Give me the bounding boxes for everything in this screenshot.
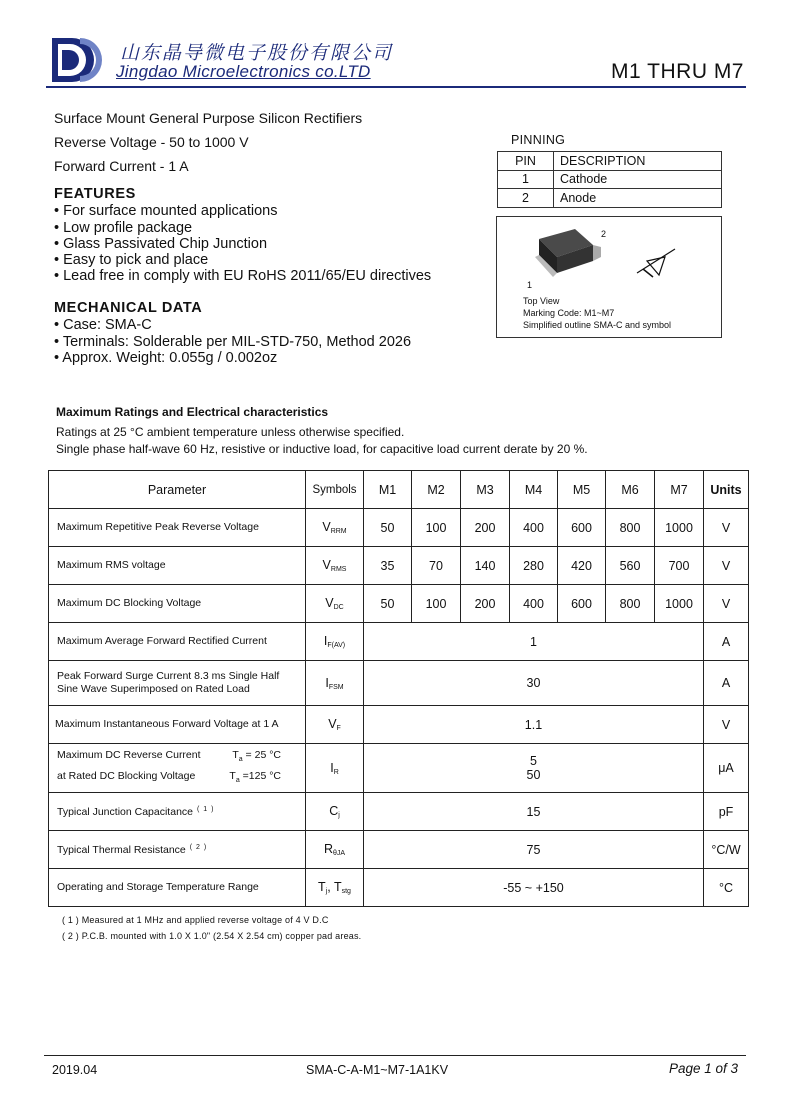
pin-description: Anode (554, 189, 722, 208)
unit-cell: A (704, 623, 749, 661)
footnote: ( 1 ) Measured at 1 MHz and applied reverse voltage of 4 V D.C (62, 915, 329, 925)
symbol-cell: $I_{FSM}$ (306, 661, 364, 706)
product-summary (54, 106, 362, 178)
unit-cell: °C/W (704, 831, 749, 869)
package-outline-box (496, 216, 722, 338)
mechanical-item: • Case: SMA-C (54, 317, 152, 334)
symbol-cell: $T_j$, $T_{stg}$ (306, 869, 364, 907)
footer-divider (44, 1055, 746, 1056)
company-logo-icon (50, 36, 102, 84)
parameter-name: Typical Junction Capacitance $^{( 1 )}$ (49, 793, 306, 831)
parameter-name: Peak Forward Surge Current 8.3 ms Single Half Sine Wave Superimposed on Rated Load (49, 661, 306, 706)
parameter-name: Maximum Repetitive Peak Reverse Voltage (49, 509, 306, 547)
value-cell: 35 (364, 547, 412, 585)
table-row (49, 661, 749, 706)
table-row (49, 869, 749, 907)
mechanical-section (54, 300, 411, 366)
package-pin1-label: 1 (527, 280, 533, 290)
mechanical-item: • Approx. Weight: 0.055g / 0.002oz (54, 349, 278, 366)
mechanical-item: • Terminals: Solderable per MIL-STD-750, Method 2026 (54, 333, 412, 350)
value-cell: 70 (412, 547, 461, 585)
value-cell: 15 (364, 793, 704, 831)
feature-item: • Easy to pick and place (54, 252, 209, 269)
mechanical-heading: MECHANICAL DATA (54, 300, 203, 316)
table-row (498, 189, 722, 208)
header-divider (46, 86, 746, 88)
model-header: M1 (364, 471, 412, 509)
units-header: Units (704, 471, 749, 509)
model-header: M2 (412, 471, 461, 509)
footer-document-code: SMA-C-A-M1~M7-1A1KV (306, 1063, 449, 1077)
symbol-cell: $C_j$ (306, 793, 364, 831)
table-row (49, 585, 749, 623)
parameter-name: Maximum DC Reverse Current $T_a = 25$ °C at Rated DC Blocking Voltage $T_a =125$ °C (49, 744, 306, 793)
model-header: M4 (510, 471, 558, 509)
feature-item: • For surface mounted applications (54, 203, 278, 220)
table-row (49, 793, 749, 831)
table-row (49, 623, 749, 661)
ratings-title: Maximum Ratings and Electrical characteristics (56, 405, 329, 419)
top-view-caption: Top View (523, 296, 560, 306)
description-header: DESCRIPTION (554, 152, 722, 171)
parameter-name: Typical Thermal Resistance $^{( 2 )}$ (49, 831, 306, 869)
value-cell: 560 (606, 547, 655, 585)
footer-date: 2019.04 (52, 1063, 98, 1077)
ratings-note: Single phase half-wave 60 Hz, resistive or inductive load, for capacitive load current derate by 20 %. (56, 442, 588, 456)
value-cell: 140 (461, 547, 510, 585)
value-cell: 50 (364, 585, 412, 623)
forward-current-summary: Forward Current - 1 A (54, 158, 189, 174)
marking-code-caption: Marking Code: M1~M7 (523, 308, 615, 318)
value-cell: 100 (412, 509, 461, 547)
value-cell: 420 (558, 547, 606, 585)
reverse-voltage-summary: Reverse Voltage - 50 to 1000 V (54, 134, 249, 150)
symbol-cell: $V_{RRM}$ (306, 509, 364, 547)
unit-cell: V (704, 509, 749, 547)
value-cell: 1.1 (364, 706, 704, 744)
value-cell: 1000 (655, 509, 704, 547)
symbol-cell: $I_R$ (306, 744, 364, 793)
model-header: M6 (606, 471, 655, 509)
feature-item: • Low profile package (54, 219, 193, 236)
table-row (498, 170, 722, 189)
pinning-title: PINNING (511, 133, 566, 147)
product-description: Surface Mount General Purpose Silicon Rectifiers (54, 110, 363, 126)
features-section (54, 186, 431, 285)
symbol-cell: $I_{F(AV)}$ (306, 623, 364, 661)
value-cell: 5 50 (364, 744, 704, 793)
pin-description: Cathode (554, 170, 722, 189)
model-header: M5 (558, 471, 606, 509)
value-cell: 600 (558, 509, 606, 547)
value-cell: 400 (510, 585, 558, 623)
pinning-table (497, 151, 722, 208)
symbols-header: Symbols (306, 471, 364, 509)
table-row (49, 744, 749, 793)
pin-number: 1 (498, 170, 554, 189)
value-cell: 200 (461, 585, 510, 623)
table-header-row (49, 471, 749, 509)
part-title: M1 THRU M7 (611, 60, 744, 83)
value-cell: 400 (510, 509, 558, 547)
package-pin2-label: 2 (601, 229, 607, 239)
pin-header: PIN (498, 152, 554, 171)
package-caption (523, 295, 671, 331)
model-header: M3 (461, 471, 510, 509)
feature-item: • Glass Passivated Chip Junction (54, 235, 268, 252)
value-cell: 1 (364, 623, 704, 661)
value-cell: 75 (364, 831, 704, 869)
symbol-cell: $V_F$ (306, 706, 364, 744)
parameter-name: Maximum Average Forward Rectified Current (49, 623, 306, 661)
pin-number: 2 (498, 189, 554, 208)
feature-item: • Lead free in comply with EU RoHS 2011/65/EU directives (54, 268, 432, 285)
parameter-header: Parameter (49, 471, 306, 509)
parameter-name: Maximum Instantaneous Forward Voltage at 1 A (49, 706, 306, 744)
unit-cell: V (704, 706, 749, 744)
unit-cell: V (704, 585, 749, 623)
footnote: ( 2 ) P.C.B. mounted with 1.0 X 1.0" (2.54 X 2.54 cm) copper pad areas. (62, 931, 362, 941)
table-row (49, 509, 749, 547)
company-name-cn: 山东晶导微电子股份有限公司 (120, 42, 394, 64)
features-heading: FEATURES (54, 186, 136, 202)
table-row (49, 547, 749, 585)
parameter-name: Maximum DC Blocking Voltage (49, 585, 306, 623)
table-row (498, 152, 722, 171)
table-row (49, 831, 749, 869)
unit-cell: V (704, 547, 749, 585)
symbol-cell: $R_{\theta JA}$ (306, 831, 364, 869)
unit-cell: pF (704, 793, 749, 831)
value-cell: -55 ~ +150 (364, 869, 704, 907)
unit-cell: A (704, 661, 749, 706)
unit-cell: °C (704, 869, 749, 907)
value-cell: 100 (412, 585, 461, 623)
value-cell: 800 (606, 509, 655, 547)
value-cell: 700 (655, 547, 704, 585)
ratings-table (48, 470, 749, 907)
value-cell: 280 (510, 547, 558, 585)
company-name-en: Jingdao Microelectronics co.LTD (116, 62, 371, 81)
outline-caption: Simplified outline SMA-C and symbol (523, 320, 672, 330)
value-cell: 30 (364, 661, 704, 706)
parameter-name: Maximum RMS voltage (49, 547, 306, 585)
value-cell: 50 (364, 509, 412, 547)
parameter-name: Operating and Storage Temperature Range (49, 869, 306, 907)
unit-cell: μA (704, 744, 749, 793)
value-cell: 600 (558, 585, 606, 623)
value-cell: 800 (606, 585, 655, 623)
symbol-cell: $V_{DC}$ (306, 585, 364, 623)
ratings-note: Ratings at 25 °C ambient temperature unless otherwise specified. (56, 425, 405, 439)
value-cell: 200 (461, 509, 510, 547)
symbol-cell: $V_{RMS}$ (306, 547, 364, 585)
value-cell: 1000 (655, 585, 704, 623)
table-row (49, 706, 749, 744)
footer-page-number: Page 1 of 3 (668, 1061, 738, 1076)
model-header: M7 (655, 471, 704, 509)
